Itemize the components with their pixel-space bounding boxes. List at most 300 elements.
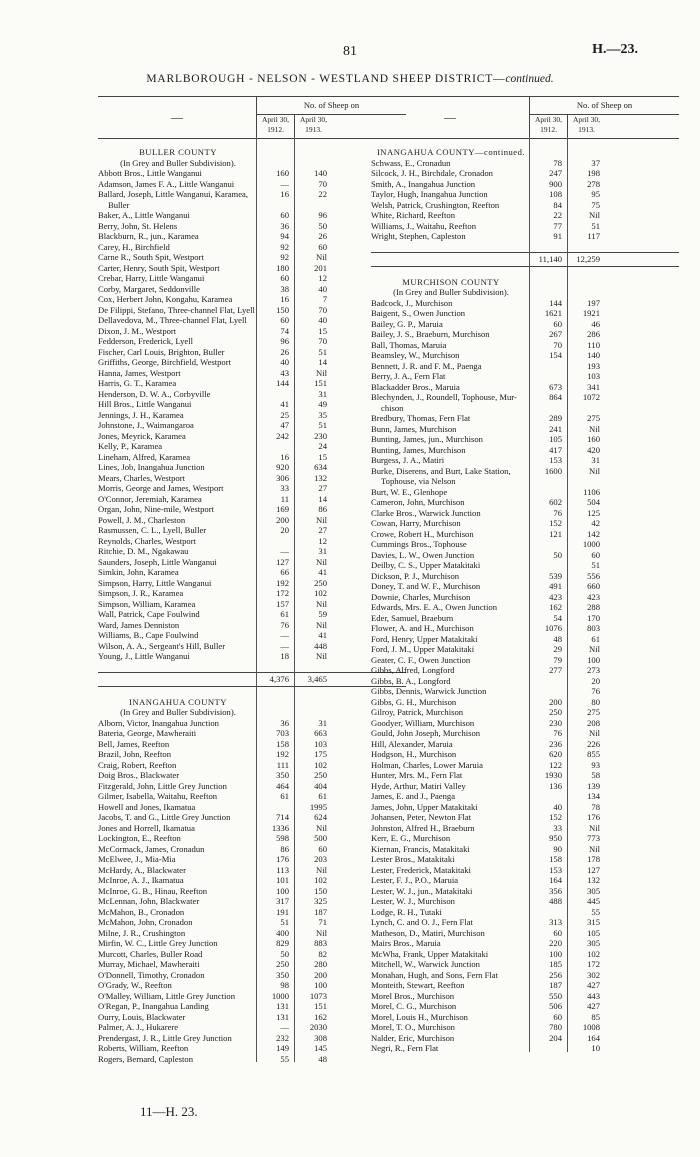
- sheep-1912: 417: [549, 444, 562, 455]
- sheep-1912: 242: [276, 430, 289, 441]
- sheep-1912: 169: [276, 504, 289, 514]
- owner-name: Ward, James Denniston: [98, 619, 180, 630]
- owner-name: Lynch, C. and O. J., Fern Flat: [371, 917, 473, 927]
- owner-name: Taylor, Hugh, Inangahua Junction: [371, 189, 488, 199]
- sheep-1913: 404: [314, 780, 327, 791]
- table-row: [98, 294, 406, 305]
- owner-name: Powell, J. M., Charleston: [98, 514, 186, 525]
- owner-name: Simkin, John, Karamea: [98, 567, 179, 577]
- sheep-1912: 16: [280, 451, 289, 462]
- table-row: [98, 1022, 406, 1033]
- sheep-1912: 127: [276, 556, 289, 567]
- sheep-1913: 2030: [309, 1022, 327, 1032]
- header-sheep-count: No. of Sheep on: [256, 97, 406, 115]
- sheep-1912: 200: [549, 696, 562, 707]
- column-rule: [294, 137, 295, 1062]
- sheep-1913: 60: [591, 549, 600, 560]
- sheep-1913: 14: [318, 493, 327, 504]
- sheep-1913: 315: [587, 917, 600, 927]
- owner-name: Hunter, Mrs. M., Fern Flat: [371, 770, 463, 780]
- table-row: [98, 441, 406, 452]
- table-header: [371, 96, 679, 139]
- table-row: [98, 630, 406, 641]
- sheep-1913: 1073: [309, 990, 327, 1001]
- sheep-1912: 506: [549, 1001, 562, 1011]
- sheep-1913: Nil: [589, 465, 600, 476]
- sheep-1913: 48: [318, 1053, 327, 1064]
- table-row: [371, 1043, 679, 1054]
- table-row: [98, 938, 406, 949]
- sheep-1913: 203: [314, 854, 327, 864]
- sheep-1913: 193: [587, 360, 600, 371]
- title-text: MARLBOROUGH - NELSON - WESTLAND SHEEP DISTRICT—: [146, 73, 506, 85]
- sheep-1912: 236: [549, 738, 562, 749]
- table-row: [371, 760, 679, 771]
- owner-name: Monahan, Hugh, and Sons, Fern Flat: [371, 969, 498, 980]
- table-row: [371, 791, 679, 802]
- sheep-1912: 16: [280, 189, 289, 199]
- table-row: [98, 305, 406, 316]
- sheep-1912: 1076: [544, 623, 562, 633]
- table-row: [371, 445, 679, 456]
- sheep-1912: 149: [276, 1043, 289, 1053]
- table-row: [98, 389, 406, 400]
- owner-name: Roberts, William, Reefton: [98, 1043, 189, 1053]
- sheep-1912: 11,140: [538, 253, 562, 264]
- owner-name: Gilmer, Isabella, Waitahu, Reefton: [98, 791, 218, 801]
- sheep-1913: 305: [587, 938, 600, 948]
- owner-name: (In Grey and Buller Subdivision).: [120, 707, 236, 717]
- sheep-1913: 22: [318, 189, 327, 199]
- sheep-1913: 51: [591, 220, 600, 231]
- table-row: [98, 231, 406, 242]
- sheep-1912: 1621: [544, 308, 562, 318]
- sheep-1912: 131: [276, 1011, 289, 1022]
- owner-name: INANGAHUA COUNTY: [129, 696, 227, 707]
- table-row: [98, 886, 406, 897]
- owner-name: Bennett, J. R. and F. M., Paenga: [371, 360, 482, 371]
- owner-name: Flower, A. and H., Murchison: [371, 623, 474, 633]
- sheep-1913: 624: [314, 812, 327, 822]
- table-row: [371, 329, 679, 340]
- sheep-1913: 78: [591, 801, 600, 812]
- table-row: [371, 917, 679, 928]
- owner-name: Cameron, John, Murchison: [371, 497, 465, 507]
- county-heading: [98, 697, 406, 708]
- sheep-1913: 302: [587, 969, 600, 980]
- sheep-1912: 204: [549, 1032, 562, 1043]
- sheep-1913: Nil: [316, 598, 327, 609]
- sheep-1912: 153: [549, 455, 562, 465]
- subdivision-note: [98, 158, 406, 169]
- sheep-1913: 197: [587, 297, 600, 308]
- sheep-1912: 491: [549, 581, 562, 591]
- sheep-1913: 150: [314, 885, 327, 896]
- table-row: [371, 571, 679, 582]
- owner-name: Goodyer, William, Murchison: [371, 717, 475, 728]
- table-row: [371, 970, 679, 981]
- sheep-1912: 22: [553, 210, 562, 220]
- owner-name: Wall, Patrick, Cape Foulwind: [98, 609, 200, 619]
- table-row: [98, 802, 406, 813]
- sheep-1912: 267: [549, 329, 562, 339]
- total-row: [98, 672, 406, 687]
- sheep-1912: 77: [553, 220, 562, 231]
- sheep-1913: 1008: [582, 1022, 600, 1032]
- sheep-1913: 61: [591, 633, 600, 644]
- owner-name: Gilroy, Patrick, Murchison: [371, 707, 464, 717]
- spacer: [98, 662, 406, 670]
- sheep-1913: 162: [314, 1011, 327, 1022]
- sheep-1912: 192: [276, 577, 289, 588]
- sheep-1913: 105: [587, 927, 600, 938]
- sheep-1913: 3,465: [307, 673, 327, 684]
- sheep-1912: 423: [549, 591, 562, 602]
- owner-name: Doney, T. and W. F., Murchison: [371, 581, 481, 591]
- owner-name: Berry, John, St. Helens: [98, 220, 178, 231]
- table-row: [371, 581, 679, 592]
- owner-name: Davies, L. W., Owen Junction: [371, 549, 475, 560]
- owner-name: Blechynden, J., Roundell, Tophouse, Mur-: [371, 392, 517, 402]
- sheep-1913: Nil: [589, 843, 600, 854]
- sheep-1913: 139: [587, 780, 600, 791]
- table-row: [371, 560, 679, 571]
- sheep-1912: 144: [549, 297, 562, 308]
- owner-name: Rasmussen, C. L., Lyell, Buller: [98, 525, 207, 535]
- title-continued: continued.: [505, 73, 554, 85]
- sheep-1912: 61: [280, 609, 289, 619]
- sheep-1913: 93: [591, 759, 600, 770]
- owner-name: Simpson, J. R., Karamea: [98, 588, 184, 598]
- sheep-1913: 12: [318, 535, 327, 546]
- table-row: [371, 844, 679, 855]
- owner-name: James, John, Upper Matakitaki: [371, 801, 478, 812]
- table-row: [371, 508, 679, 519]
- sheep-1913: 51: [591, 560, 600, 570]
- owner-name: Cowan, Harry, Murchison: [371, 518, 461, 528]
- sheep-1913: 10: [591, 1043, 600, 1053]
- sheep-1913: 1072: [582, 392, 600, 402]
- sheep-1912: 172: [276, 588, 289, 598]
- sheep-1913: 142: [587, 528, 600, 539]
- header-dash: —: [171, 110, 183, 124]
- owner-name: Simpson, William, Karamea: [98, 598, 196, 609]
- owner-name: McCormack, James, Cronadun: [98, 843, 205, 854]
- table-row: [98, 462, 406, 473]
- table-row: [371, 854, 679, 865]
- sheep-1912: 602: [549, 497, 562, 507]
- table-row: [98, 525, 406, 536]
- owner-name: Gibbs, G. H., Murchison: [371, 696, 457, 707]
- table-row: [371, 886, 679, 897]
- sheep-1913: 75: [591, 199, 600, 210]
- owner-name: MURCHISON COUNTY: [402, 276, 500, 287]
- owner-name: Beamsley, W., Murchison: [371, 350, 460, 360]
- sheep-1912: 350: [276, 770, 289, 780]
- sheep-1913: 55: [591, 906, 600, 917]
- sheep-1912: 70: [553, 339, 562, 350]
- sheep-1912: 1930: [544, 770, 562, 780]
- county-heading: [98, 147, 406, 158]
- table-row: [371, 434, 679, 445]
- sheep-1912: 100: [276, 885, 289, 896]
- table-row: [98, 168, 406, 179]
- sheep-1912: 158: [276, 738, 289, 749]
- owner-name: Fischer, Carl Louis, Brighton, Buller: [98, 346, 225, 357]
- sheep-1913: 41: [318, 630, 327, 640]
- table-row: [371, 634, 679, 645]
- table-row: [98, 504, 406, 515]
- table-row: [98, 252, 406, 263]
- owner-name: Carne R., South Spit, Westport: [98, 252, 204, 262]
- sheep-1912: 74: [280, 325, 289, 336]
- owner-name: O'Malley, William, Little Grey Junction: [98, 990, 236, 1001]
- table-row: [371, 728, 679, 739]
- sheep-1913: Nil: [316, 927, 327, 938]
- table-row: [371, 518, 679, 529]
- sheep-1912: 20: [280, 525, 289, 535]
- owner-name: Burke, Diserens, and Burt, Lake Station,: [371, 465, 511, 476]
- owner-name: Cummings Bros., Tophouse: [371, 539, 467, 549]
- sheep-1913: 164: [587, 1032, 600, 1043]
- owner-name: McInroe, A. J., Ikamatua: [98, 875, 184, 885]
- sheep-1912: 40: [280, 357, 289, 367]
- sheep-1912: 36: [280, 220, 289, 231]
- sheep-1913: 31: [318, 717, 327, 728]
- sheep-1912: 187: [549, 980, 562, 990]
- owner-name: Mirfin, W. C., Little Grey Junction: [98, 938, 218, 948]
- sheep-1913: 151: [314, 1001, 327, 1011]
- owner-name: Saunders, Joseph, Little Wanganui: [98, 556, 217, 567]
- sheep-1913: 117: [587, 231, 600, 241]
- sheep-1913: 273: [587, 665, 600, 675]
- owner-name: Williams, B., Cape Foulwind: [98, 630, 199, 640]
- sheep-1913: 803: [587, 623, 600, 633]
- sheep-1913: 176: [587, 812, 600, 822]
- sheep-1913: 102: [314, 588, 327, 598]
- table-row: [371, 158, 679, 169]
- sheep-1912: 108: [549, 189, 562, 199]
- owner-name: Tophouse, via Nelson: [381, 476, 456, 486]
- table-row: [98, 949, 406, 960]
- sheep-1912: 900: [549, 178, 562, 189]
- owner-name: Bunting, James, jun., Murchison: [371, 434, 483, 444]
- table-row: [98, 1012, 406, 1023]
- table-row: [98, 1043, 406, 1054]
- owner-name: Geater, C. F., Owen Junction: [371, 654, 471, 665]
- sheep-1913: 226: [587, 738, 600, 749]
- owner-name: Jones, Meyrick, Karamea: [98, 430, 186, 441]
- sheep-1912: 41: [280, 399, 289, 409]
- sheep-1912: 131: [276, 1001, 289, 1011]
- sheep-1912: 84: [553, 199, 562, 210]
- owner-name: McElwee, J., Mia-Mia: [98, 854, 176, 864]
- sheep-1912: 78: [553, 157, 562, 168]
- sheep-1912: —: [280, 178, 289, 189]
- sheep-1913: Nil: [316, 556, 327, 567]
- table-row: [98, 781, 406, 792]
- sheep-1913: 448: [314, 640, 327, 651]
- sheep-1913: 427: [587, 1001, 600, 1011]
- table-row: [371, 833, 679, 844]
- sheep-1913: 31: [591, 455, 600, 465]
- sheep-1913: 125: [587, 507, 600, 518]
- sheep-1912: 152: [549, 812, 562, 822]
- sheep-1913: 40: [318, 315, 327, 325]
- sheep-1913: 7: [322, 294, 327, 304]
- sheep-1912: —: [280, 640, 289, 651]
- county-heading: [371, 147, 679, 158]
- owner-name: Simpson, Harry, Little Wanganui: [98, 577, 212, 588]
- owner-name: Palmer, A. J., Hukarere: [98, 1022, 179, 1032]
- table-row: [98, 1001, 406, 1012]
- owner-name: O'Grady, W., Reefton: [98, 980, 172, 990]
- header-1912: April 30, 1912.: [256, 115, 294, 138]
- owner-name: Bateria, George, Mawheraiti: [98, 728, 197, 738]
- column-rule: [567, 137, 568, 1052]
- sheep-1913: 50: [318, 220, 327, 231]
- owner-name: Morel, T. O., Murchison: [371, 1022, 455, 1032]
- owner-name: Ritchie, D. M., Ngakawau: [98, 546, 189, 556]
- sheep-1913: 1921: [582, 308, 600, 318]
- owner-name: Ford, J. M., Upper Matakitaki: [371, 644, 475, 654]
- sheep-1913: 71: [318, 917, 327, 927]
- sheep-1913: 201: [314, 262, 327, 273]
- owner-name: Bunting, James, Murchison: [371, 444, 466, 455]
- sheep-1912: —: [280, 1022, 289, 1032]
- table-row: [371, 592, 679, 603]
- table-row: [98, 980, 406, 991]
- table-row: [98, 347, 406, 358]
- sheep-1912: —: [280, 630, 289, 640]
- sheep-1912: 86: [280, 843, 289, 854]
- owner-name: Lester, Frederick, Matakitaki: [371, 864, 471, 875]
- header-1913: April 30, 1913.: [294, 115, 332, 138]
- owner-name: Gibbs, Alfred, Longford: [371, 665, 455, 675]
- table-row: [371, 319, 679, 330]
- sheep-1913: Nil: [316, 367, 327, 378]
- table-row: [98, 557, 406, 568]
- sheep-1912: 160: [276, 168, 289, 178]
- left-table: [98, 96, 406, 1064]
- sheep-1913: 27: [318, 483, 327, 493]
- sheep-1913: 200: [314, 969, 327, 980]
- spacer: [371, 139, 679, 147]
- table-row: [371, 686, 679, 697]
- sheep-1913: 42: [591, 518, 600, 528]
- sheep-1913: 86: [318, 504, 327, 514]
- sheep-1913: 82: [318, 948, 327, 959]
- sheep-1913: 102: [587, 948, 600, 959]
- sheep-1912: 60: [280, 273, 289, 283]
- table-row: [371, 938, 679, 949]
- sheep-1913: 556: [587, 570, 600, 581]
- table-row: [98, 896, 406, 907]
- table-row: [98, 928, 406, 939]
- table-row: [371, 749, 679, 760]
- sheep-1913: 504: [587, 497, 600, 507]
- owner-name: Lines, Job, Inangahua Junction: [98, 462, 205, 472]
- table-row: [98, 263, 406, 274]
- owner-name: Buller: [108, 199, 130, 210]
- table-row: [98, 907, 406, 918]
- table-row: [98, 1054, 406, 1065]
- table-row: [98, 210, 406, 221]
- sheep-1912: 38: [280, 283, 289, 294]
- owner-name: Jones and Horrell, Ikamatua: [98, 822, 195, 833]
- sheep-1912: 47: [280, 420, 289, 430]
- table-row: [371, 340, 679, 351]
- owner-name: Ford, Henry, Upper Matakitaki: [371, 633, 478, 644]
- owner-name: O'Donnell, Timothy, Cronadon: [98, 969, 205, 980]
- owner-name: Lester Bros., Matakitaki: [371, 854, 455, 864]
- table-row: [98, 179, 406, 190]
- table-row: [371, 168, 679, 179]
- owner-name: Jacobs, T. and G., Little Grey Junction: [98, 812, 231, 822]
- table-row: [98, 242, 406, 253]
- sheep-1912: 98: [280, 980, 289, 990]
- table-row: [371, 476, 679, 487]
- table-row: [371, 623, 679, 634]
- owner-name: Gibbs, B. A., Longford: [371, 675, 451, 686]
- sheep-1912: 50: [553, 549, 562, 560]
- sheep-1912: 96: [280, 336, 289, 346]
- owner-name: Fitzgerald, John, Little Grey Junction: [98, 780, 227, 791]
- table-row: [98, 770, 406, 781]
- table-row: [98, 833, 406, 844]
- table-row: [371, 1022, 679, 1033]
- owner-name: McMahon, B., Cronadon: [98, 906, 185, 917]
- owner-name: Alborn, Victor, Inangahua Junction: [98, 717, 219, 728]
- owner-name: Wright, Stephen, Capleston: [371, 231, 466, 241]
- owner-name: Holman, Charles, Lower Maruia: [371, 759, 483, 770]
- sheep-1912: 673: [549, 381, 562, 392]
- sheep-1913: 500: [314, 833, 327, 843]
- sheep-1912: 50: [280, 948, 289, 959]
- table-row: [98, 609, 406, 620]
- sheep-1913: 175: [314, 749, 327, 759]
- sheep-1912: 1600: [544, 465, 562, 476]
- owner-name: Harris, G. T., Karamea: [98, 378, 177, 388]
- sheep-1912: 247: [549, 168, 562, 178]
- sheep-1913: 140: [314, 168, 327, 178]
- table-row: [98, 599, 406, 610]
- sheep-1913: 100: [587, 654, 600, 665]
- owner-name: Bailey, G. P., Maruia: [371, 318, 443, 329]
- sheep-1913: Nil: [316, 514, 327, 525]
- sheep-1913: 134: [587, 791, 600, 801]
- table-row: [371, 382, 679, 393]
- sheep-1913: 70: [318, 178, 327, 189]
- table-row: [371, 907, 679, 918]
- sheep-1913: 250: [314, 770, 327, 780]
- sheep-1912: 33: [280, 483, 289, 493]
- sheep-1912: 60: [553, 318, 562, 329]
- sheep-1912: 703: [276, 728, 289, 738]
- owner-name: Matheson, D., Matiri, Murchison: [371, 927, 485, 938]
- owner-name: Hyde, Arthur, Matiri Valley: [371, 780, 466, 791]
- sheep-1913: 278: [587, 178, 600, 189]
- table-row: [98, 410, 406, 421]
- table-row: [98, 378, 406, 389]
- sheep-1913: 100: [314, 980, 327, 990]
- owner-name: Adamson, James F. A., Little Wanganui: [98, 178, 235, 189]
- sheep-1913: 31: [318, 546, 327, 556]
- owner-name: Mitchell, W., Warwick Junction: [371, 959, 480, 969]
- subdivision-note: [371, 287, 679, 298]
- sheep-1912: 60: [553, 1011, 562, 1022]
- sheep-1912: 111: [276, 759, 289, 770]
